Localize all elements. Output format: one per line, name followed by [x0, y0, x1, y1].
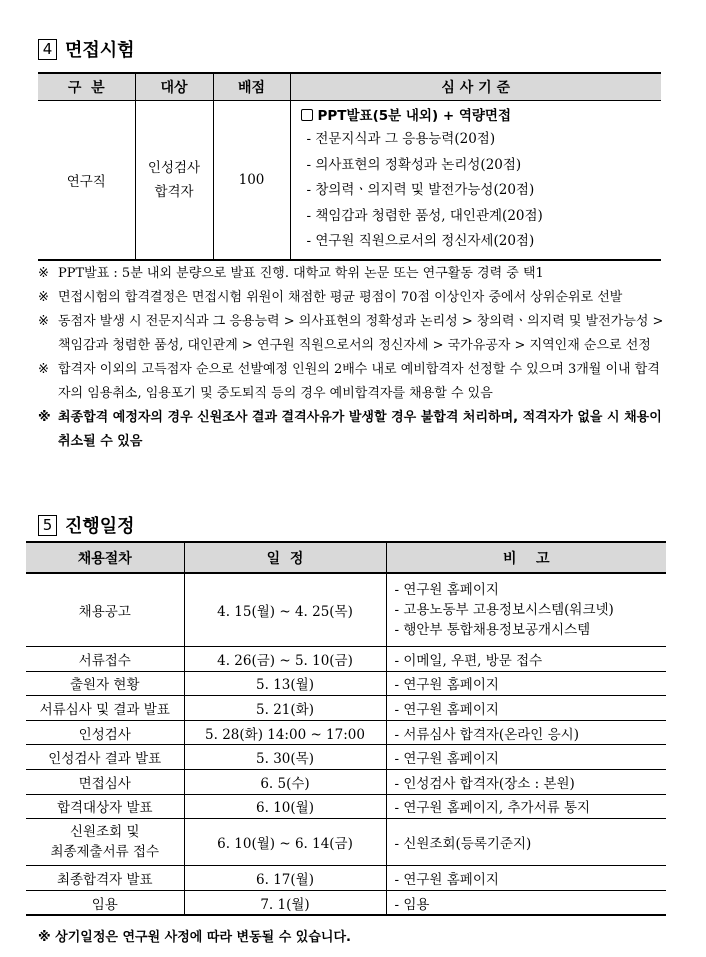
- criteria-item: - 전문지식과 그 응용능력(20점): [306, 131, 496, 147]
- note-item-emphasis: [38, 406, 668, 454]
- note-text: 합격자 이외의 고득점자 순으로 선발예정 인원의 2배수 내로 예비합격자 선정할 수 있으며 3개월 이내 합격자의 임용취소, 임용포기 및 중도퇴직 등의 경우 예비합격자를 채용할 수 있음: [58, 362, 660, 401]
- schedule-remarks: - 인성검사 합격자(장소 : 본원): [386, 769, 666, 794]
- schedule-step: 인성검사: [26, 720, 184, 745]
- note-text: 면접시험의 합격결정은 면접시험 위원이 채점한 평균 평점이 70점 이상인자 중에서 상위순위로 선발: [58, 290, 623, 305]
- schedule-remarks: - 이메일, 우편, 방문 접수: [386, 647, 666, 672]
- row-target-line2: 합격자: [154, 183, 194, 200]
- header-category: 구 분: [38, 73, 135, 101]
- schedule-remarks: - 연구원 홈페이지, 추가서류 통지: [386, 794, 666, 819]
- section5-heading: [38, 512, 135, 538]
- note-mark-icon: ※: [38, 362, 49, 377]
- row-criteria: [290, 101, 661, 260]
- note-item: [38, 358, 668, 406]
- schedule-remarks: - 연구원 홈페이지: [386, 696, 666, 721]
- schedule-row: [26, 769, 666, 794]
- row-score: 100: [213, 101, 290, 260]
- schedule-date: 6. 5(수): [184, 769, 386, 794]
- remark-line: - 연구원 홈페이지: [394, 582, 499, 598]
- schedule-date: 7. 1(월): [184, 890, 386, 915]
- criteria-item: - 책임감과 청렴한 품성, 대인관계(20점): [306, 207, 543, 224]
- schedule-row: [26, 720, 666, 745]
- schedule-date: 6. 10(월) ~ 6. 14(금): [184, 819, 386, 866]
- section4-number: 4: [38, 39, 57, 60]
- schedule-remarks: - 연구원 홈페이지: [386, 671, 666, 696]
- schedule-footnote: ※ 상기일정은 연구원 사정에 따라 변동될 수 있습니다.: [38, 930, 351, 945]
- section5-title: 진행일정: [65, 516, 135, 537]
- schedule-row: [26, 647, 666, 672]
- header-score: 배점: [213, 73, 290, 101]
- schedule-remarks: [386, 573, 666, 647]
- schedule-remarks: - 연구원 홈페이지: [386, 745, 666, 770]
- schedule-table-header: [26, 542, 666, 573]
- schedule-remarks: - 서류심사 합격자(온라인 응시): [386, 720, 666, 745]
- criteria-item: - 연구원 직원으로서의 정신자세(20점): [306, 233, 535, 249]
- schedule-step: 출원자 현황: [26, 671, 184, 696]
- schedule-step: 최종합격자 발표: [26, 866, 184, 891]
- remark-line: - 행안부 통합채용정보공개시스템: [394, 622, 591, 638]
- schedule-row: [26, 794, 666, 819]
- header-criteria: 심 사 기 준: [290, 73, 661, 101]
- schedule-step: 임용: [26, 890, 184, 915]
- schedule-date: 6. 10(월): [184, 794, 386, 819]
- schedule-table: [26, 541, 666, 916]
- header-date: 일 정: [184, 542, 386, 573]
- schedule-step: 채용공고: [26, 573, 184, 647]
- schedule-step: 서류심사 및 결과 발표: [26, 696, 184, 721]
- schedule-remarks: - 신원조회(등록기준지): [386, 819, 666, 866]
- row-category: 연구직: [38, 101, 135, 260]
- interview-table-row: [38, 101, 661, 260]
- remark-line: - 고용노동부 고용정보시스템(워크넷): [394, 602, 614, 618]
- note-text: 최종합격 예정자의 경우 신원조사 결과 결격사유가 발생할 경우 불합격 처리하며, 적격자가 없을 시 채용이 취소될 수 있음: [58, 410, 662, 449]
- checkbox-square-icon: [301, 109, 313, 121]
- schedule-row: [26, 890, 666, 915]
- header-target: 대상: [135, 73, 213, 101]
- section4-title: 면접시험: [65, 40, 135, 61]
- schedule-date: 5. 30(목): [184, 745, 386, 770]
- schedule-step: 서류접수: [26, 647, 184, 672]
- criteria-title-line: [301, 105, 662, 127]
- schedule-row: [26, 866, 666, 891]
- schedule-step: 인성검사 결과 발표: [26, 745, 184, 770]
- schedule-row: [26, 573, 666, 647]
- schedule-row: [26, 745, 666, 770]
- schedule-date: 4. 26(금) ~ 5. 10(금): [184, 647, 386, 672]
- schedule-date: 5. 28(화) 14:00 ~ 17:00: [184, 720, 386, 745]
- schedule-row: [26, 696, 666, 721]
- note-item: [38, 310, 668, 358]
- header-step: 채용절차: [26, 542, 184, 573]
- header-remarks: 비 고: [386, 542, 666, 573]
- section5-number: 5: [38, 515, 57, 536]
- note-mark-icon: ※: [38, 314, 49, 329]
- schedule-remarks: - 연구원 홈페이지: [386, 866, 666, 891]
- criteria-item: - 의사표현의 정확성과 논리성(20점): [306, 156, 522, 173]
- note-mark-icon: ※: [38, 410, 51, 425]
- schedule-row: [26, 671, 666, 696]
- schedule-remarks: - 임용: [386, 890, 666, 915]
- schedule-date: 6. 17(월): [184, 866, 386, 891]
- schedule-step: 합격대상자 발표: [26, 794, 184, 819]
- interview-notes: [38, 262, 668, 454]
- schedule-row: [26, 819, 666, 866]
- criteria-title: PPT발표(5분 내외) + 역량면접: [317, 108, 512, 124]
- note-text: PPT발표 : 5분 내외 분량으로 발표 진행. 대학교 학위 논문 또는 연구활동 경력 중 택1: [58, 266, 544, 281]
- schedule-date: 5. 21(화): [184, 696, 386, 721]
- interview-table: [38, 72, 661, 261]
- row-target-line1: 인성검사: [147, 159, 201, 176]
- schedule-date: 4. 15(월) ~ 4. 25(목): [184, 573, 386, 647]
- note-mark-icon: ※: [38, 266, 49, 281]
- note-text: 동점자 발생 시 전문지식과 그 응용능력 > 의사표현의 정확성과 논리성 > 창의력ㆍ의지력 및 발전가능성 > 책임감과 청렴한 품성, 대인관계 > 연구원 직원으로서의 정신자세 > 국가유공자 > 지역인재 순으로 선정: [58, 314, 664, 353]
- interview-table-header: [38, 73, 661, 101]
- section4-heading: [38, 36, 135, 62]
- schedule-step: 신원조회 및 최종제출서류 접수: [26, 819, 184, 866]
- criteria-item: - 창의력ㆍ의지력 및 발전가능성(20점): [306, 182, 535, 198]
- note-mark-icon: ※: [38, 290, 49, 305]
- note-item: [38, 286, 668, 310]
- schedule-step: 면접심사: [26, 769, 184, 794]
- note-item: [38, 262, 668, 286]
- row-target: [135, 101, 213, 260]
- schedule-date: 5. 13(월): [184, 671, 386, 696]
